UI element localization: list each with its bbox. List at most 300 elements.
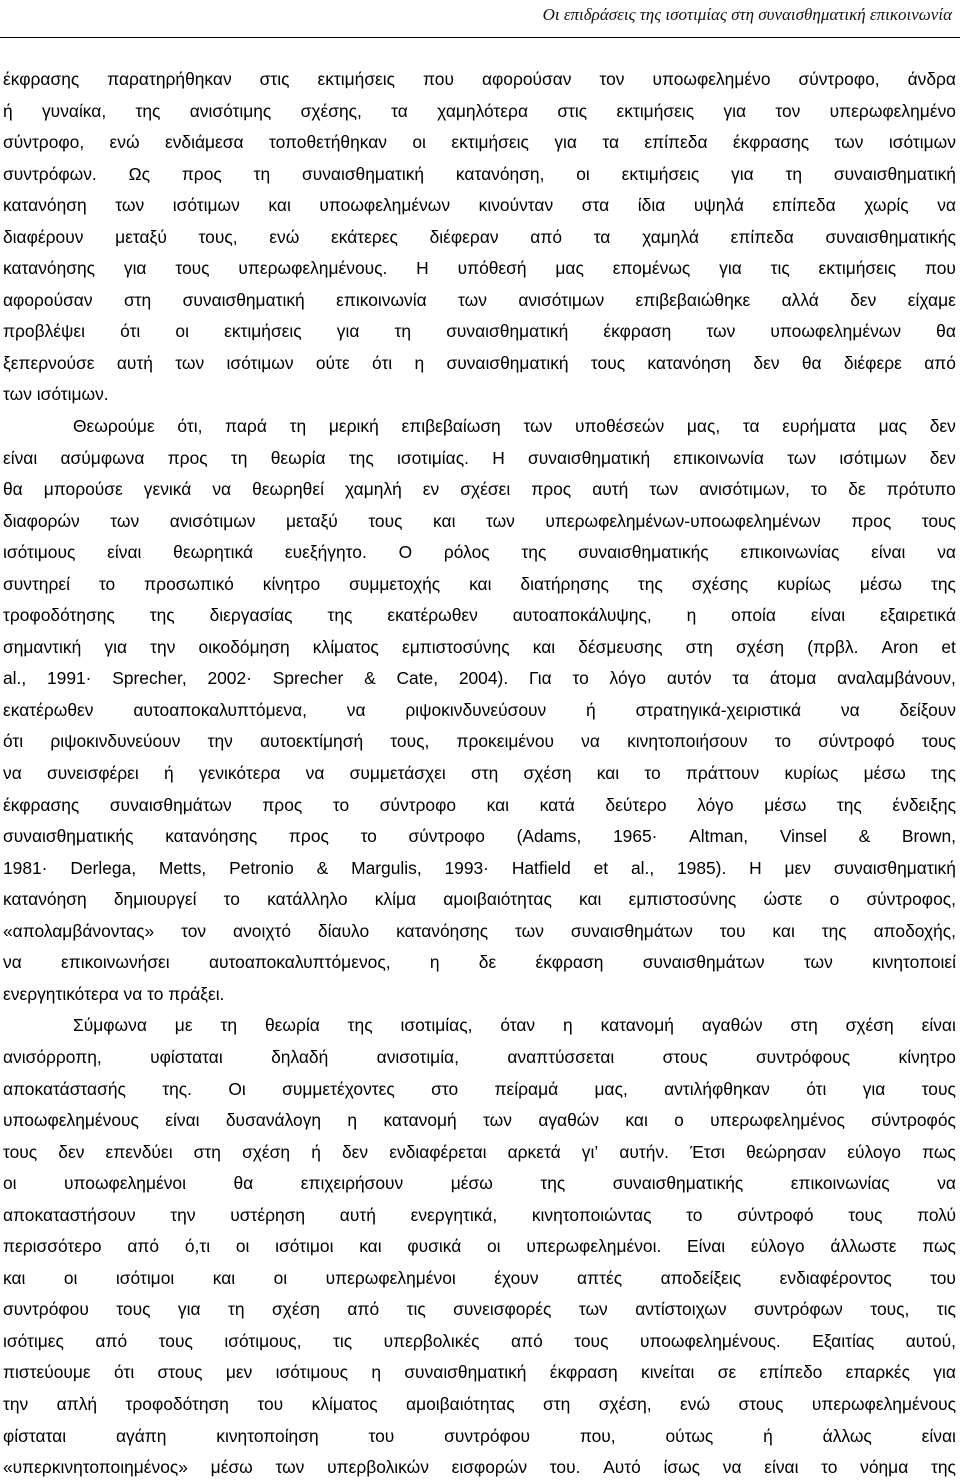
word: ότι [372,352,393,373]
word: να [212,479,232,500]
word: ισότιμων [172,195,240,216]
word: εκατέρωθεν [3,699,94,720]
word: αυτή [116,352,153,373]
word: να [937,542,956,563]
word: στη [790,1015,818,1036]
word: της [836,794,862,815]
word: άνδρα [907,69,956,89]
word: της [930,573,956,594]
word: κινητοποιήσουν [627,731,748,752]
word: σύντροφός [871,1110,956,1131]
word: να [305,763,325,784]
word: μέσω [450,1173,493,1194]
word: τον [599,69,625,89]
word: δε [478,952,497,973]
word: κατανόηση [647,352,732,373]
word: για [123,258,147,279]
word: τους [116,1299,151,1320]
word: θα [233,1173,254,1194]
word: απλή [56,1393,98,1414]
word: ότι [3,731,24,752]
word: προς [262,794,303,815]
word: υποωφελημένους. [639,1330,781,1351]
word: οι [175,321,189,342]
word: Εξαιτίας [812,1330,875,1351]
text-line [3,1294,956,1326]
word: επομένως [612,258,691,279]
word: σχέση, [598,1393,652,1414]
word: συμμετέχοντες [282,1078,395,1099]
word: επίπεδο [759,1362,823,1383]
word: υπερβολικών [327,1457,429,1478]
word: παρά [225,416,267,437]
text-line [3,569,956,601]
word: εκτιμήσεις [621,163,700,184]
word: νόημα [860,1457,909,1478]
word: ανοιχτό [233,920,291,941]
word: 1991· [46,668,92,689]
word: ο [829,889,840,910]
word: η [347,1110,358,1131]
word: κατανόηση [3,195,87,216]
word: 1993· [444,857,489,878]
word: ίσως [663,1457,701,1478]
word: αποκατάστασής [3,1078,126,1099]
word: το [572,668,589,689]
word: ή [3,100,13,121]
word: αποκαταστήσουν [3,1204,136,1225]
word: θα [3,479,23,500]
text-line [3,1105,956,1137]
word: ενδιαφέροντος [779,1267,892,1288]
word: οι [235,1236,250,1257]
word: et [593,857,609,878]
word: ανισότιμης [189,100,272,121]
word: οι [3,1173,17,1194]
word: άλλως [822,1425,872,1446]
text-line [3,285,956,317]
word: σύντροφό [818,731,895,752]
word: λόγο [609,668,647,689]
word: υπερωφελημένων-υποωφελημένων [545,510,821,531]
word: αυτήν. [619,1141,669,1162]
text-line [3,600,956,632]
word: τις [406,1299,426,1320]
word: κινητοποιεί [872,952,956,973]
word: συναισθηματικής [612,1173,744,1194]
word: «απολαμβάνοντας» [3,920,155,941]
word: συναισθηματική [182,289,305,310]
word: διατήρησης [520,573,609,594]
word: τη [227,1299,245,1320]
word: συμμετοχής [349,573,441,594]
word: ανισοτιμία, [376,1046,459,1067]
word: κυρίως [777,573,831,594]
text-line [3,884,956,916]
word: ώστε [763,889,803,910]
word: ενδιαφέρεται [389,1141,487,1162]
word: για [723,100,747,121]
word: κινητοποιώντας [531,1204,652,1225]
word: δεν [58,1141,85,1162]
word: συναισθηματική [301,163,425,184]
word: των [578,1299,608,1320]
word: τους [574,1330,609,1351]
word: οι [412,132,426,153]
word: περισσότερο [3,1236,102,1257]
word: της [347,1015,373,1036]
word: έκφρασης [732,132,810,153]
word: κινούνταν [478,195,554,216]
word: γι’ [581,1141,599,1162]
word: υπερωφελημένους. [238,258,388,279]
word: πως [922,1141,956,1162]
word: μέσω [859,573,903,594]
word: εκατέρωθεν [387,605,478,626]
word: μέσω [210,1457,253,1478]
word: μας, [686,416,721,437]
word: στους [738,1393,784,1414]
word: δεύτερο [605,794,667,815]
word: των [275,1457,305,1478]
word: πρότυπο [886,479,956,500]
word: το [360,826,377,847]
word: για [177,1299,201,1320]
word: αφορούσαν [3,289,93,310]
word: τους [590,352,626,373]
word: συναισθηματική [404,1362,527,1383]
text-line-content: των ισότιμων. [3,384,109,405]
word: κινείται [641,1362,695,1383]
text-line [3,790,956,822]
word: του [368,1425,395,1446]
word: της [135,100,161,121]
word: ανισότιμων [169,510,256,531]
word: συναισθηματική [528,447,651,468]
word: αποδείξεις [660,1267,742,1288]
word: πως [922,1236,956,1257]
word: είναι [764,1457,799,1478]
word: διεργασίας [209,605,293,626]
word: ό,τι [184,1236,211,1257]
word: κατανόηση, [455,163,545,184]
word: όταν [500,1015,536,1036]
word: al., [630,857,655,878]
word: μας [555,258,584,279]
word: ασύμφωνα [60,447,145,468]
word: ενώ [109,132,140,153]
word: προβλέψει [3,321,86,342]
word: ένδειξης [892,794,956,815]
word: Η [416,258,429,279]
word: συναισθηματική [446,352,569,373]
word: της. [162,1078,192,1099]
word: των [803,952,833,973]
word: ανισότιμων, [699,479,790,500]
word: μεν [225,1362,253,1383]
word: στους [662,1046,708,1067]
word: σχέση [242,1141,291,1162]
word: σύντροφο [379,794,457,815]
word: ισότιμοι [275,1236,334,1257]
word: τη [785,163,803,184]
word: τους, [198,226,238,247]
text-line [3,726,956,758]
word: χαμηλά [642,226,699,247]
word: ισότιμοι [115,1267,175,1288]
word: κλίματος [312,636,379,657]
word: σχέση [523,763,572,784]
word: έκφρασης [3,69,80,89]
word: υποωφελημένων [319,195,451,216]
word: δηλαδή [271,1046,329,1067]
word: προς [181,163,222,184]
word: συναισθηματική [833,857,956,878]
word: επίπεδα [730,226,794,247]
running-header: Οι επιδράσεις της ισοτιμίας στη συναισθηματική επικοινωνία [542,5,952,24]
word: αυτοαποκαλυπτόμενα, [133,699,307,720]
word: στη [193,1141,221,1162]
word: υποωφελημένων [770,321,902,342]
word: συμμετάσχει [349,763,446,784]
word: Ο [398,542,413,563]
word: αυτόν [666,668,712,689]
word: στα [581,195,610,216]
word: τη [253,163,271,184]
word: συνεισφορές [453,1299,552,1320]
word: ότι, [177,416,203,437]
word: Θεωρούμε [73,416,155,437]
text-line [3,695,956,727]
text-line [3,64,956,96]
text-line [3,159,956,191]
word: της [821,920,847,941]
word: το [774,731,792,752]
word: συντηρεί [3,573,70,594]
word: ισότιμων [226,352,294,373]
word: έκφρασης [3,794,80,815]
word: στο [431,1078,459,1099]
word: άτομα [769,668,817,689]
word: φυσικά [407,1236,462,1257]
word: πιστεύουμε [3,1362,91,1383]
word: δεν [929,416,956,437]
word: της [149,605,175,626]
word: επίπεδα [772,195,836,216]
word: να [937,195,956,216]
word: η [371,1362,381,1383]
word: μπορούσε [43,479,123,500]
word: θεωρητικά [173,542,254,563]
word: κίνητρο [898,1046,956,1067]
word: αρκετά [507,1141,561,1162]
text-line [3,821,956,853]
word: (Adams, [516,826,582,847]
word: οι [273,1267,288,1288]
word: υποωφελημένο [652,69,771,89]
word: ανισόρροπη, [3,1046,102,1067]
word: από [924,352,956,373]
word: την [150,636,176,657]
word: που [924,258,956,279]
word: από [127,1236,160,1257]
text-line [3,1168,956,1200]
text-line [3,853,956,885]
word: ενώ [269,226,300,247]
word: δεν [929,447,956,468]
word: τροφοδότησης [3,605,115,626]
word: και [486,794,510,815]
word: δίαυλο [317,920,370,941]
word: τους [921,510,956,531]
word: 2004). [458,668,509,689]
text-line [3,1452,956,1484]
word: προς [288,826,329,847]
word: υφίσταται [150,1046,223,1067]
word: Έτσι [690,1141,725,1162]
word: για [104,636,128,657]
text-line [3,474,956,506]
word: των [706,321,736,342]
word: των [515,920,544,941]
word: ανισότιμων [518,289,605,310]
text-line [3,411,956,443]
word: τους [175,258,210,279]
word: σχέσης [691,573,749,594]
word: δημιουργεί [113,889,197,910]
text-line [3,1263,956,1295]
word: αλλά [781,289,819,310]
word: συντρόφου [3,1299,89,1320]
word: ρόλος [443,542,490,563]
word: κίνητρο [262,573,321,594]
word: στους [157,1362,203,1383]
word: αποδοχής, [873,920,956,941]
word: χαμηλή [344,479,402,500]
word: στις [259,69,290,89]
word: κλίματος [311,1393,378,1414]
word: Αυτό [603,1457,641,1478]
word: Οι [228,1078,246,1099]
word: εκτιμήσεις [616,100,695,121]
word: 1985). [676,857,727,878]
word: από [347,1299,380,1320]
word: τα [742,416,760,437]
word: συναισθημάτων [570,920,693,941]
text-line [3,1326,956,1358]
text-line-content: ενεργητικότερα να το πράξει. [3,983,225,1004]
word: των [458,289,487,310]
word: έκφραση [535,952,604,973]
word: κατανομή [600,1015,674,1036]
word: μας, [594,1078,628,1099]
word: των [115,195,145,216]
word: τις [770,258,790,279]
word: και [469,573,492,594]
word: των [175,352,205,373]
word: επιχειρήσουν [300,1173,404,1194]
word: τοποθετήθηκαν [268,132,387,153]
text-line [3,222,956,254]
word: «υπερκινητοποιημένος» [3,1457,188,1478]
word: το [223,889,240,910]
word: απτές [577,1267,623,1288]
word: σχέση [271,1299,320,1320]
word: προς [531,479,572,500]
word: εκτιμήσεις [451,132,529,153]
word: υπόθεσή [457,258,527,279]
word: γενικότερα [198,763,281,784]
word: ριψοκινδυνεύουν [50,731,181,752]
text-line [3,1042,956,1074]
word: οι [487,1236,501,1257]
word: λόγο [697,794,734,815]
word: 1965· [613,826,658,847]
word: κατανόησης [396,920,489,941]
word: μέσω [764,794,807,815]
text-line [3,1010,956,1042]
word: το [644,763,661,784]
word: Margulis, [351,857,422,878]
word: του [930,1267,956,1288]
word: ισότιμων [888,132,956,153]
word: υπερβολικές [383,1330,480,1351]
word: κατανόησης [165,826,258,847]
word: ευεξήγητο. [284,542,367,563]
word: υπερωφελημένος [710,1110,845,1131]
word: ισότιμους [275,1362,348,1383]
word: συνεισφέρει [46,763,139,784]
word: η [429,952,440,973]
word: 1981· [3,857,48,878]
word: εκτιμήσεις [317,69,396,89]
word: στη [543,1393,571,1414]
text-line [3,1231,956,1263]
word: τον [181,920,207,941]
word: πολύ [917,1204,956,1225]
word: γενικά [143,479,192,500]
word: αφορούσαν [481,69,572,89]
word: Altman, [689,826,749,847]
word: την [207,731,233,752]
word: την [170,1204,196,1225]
word: ισοτιμίας, [400,1015,473,1036]
word: να [346,699,366,720]
word: ο [674,1110,684,1131]
word: σχέσει [460,479,511,500]
word: ενώ [680,1393,711,1414]
word: το [332,794,350,815]
word: αυτή [592,479,629,500]
word: της [930,1457,956,1478]
word: θα [801,352,822,373]
word: et [941,636,956,657]
body-text [3,64,956,1484]
word: Σύμφωνα [73,1015,147,1036]
word: έχουν [494,1267,539,1288]
word: εισφορών [451,1457,528,1478]
word: επιβεβαίωση [401,416,501,437]
word: τροφοδότηση [125,1393,229,1414]
word: & [364,668,376,689]
word: ισότιμων [839,447,907,468]
word: μεταξύ [115,226,167,247]
word: είναι [107,542,142,563]
header-rule [0,37,960,38]
word: να [3,763,22,784]
word: ίδια [637,195,666,216]
word: η [686,605,697,626]
